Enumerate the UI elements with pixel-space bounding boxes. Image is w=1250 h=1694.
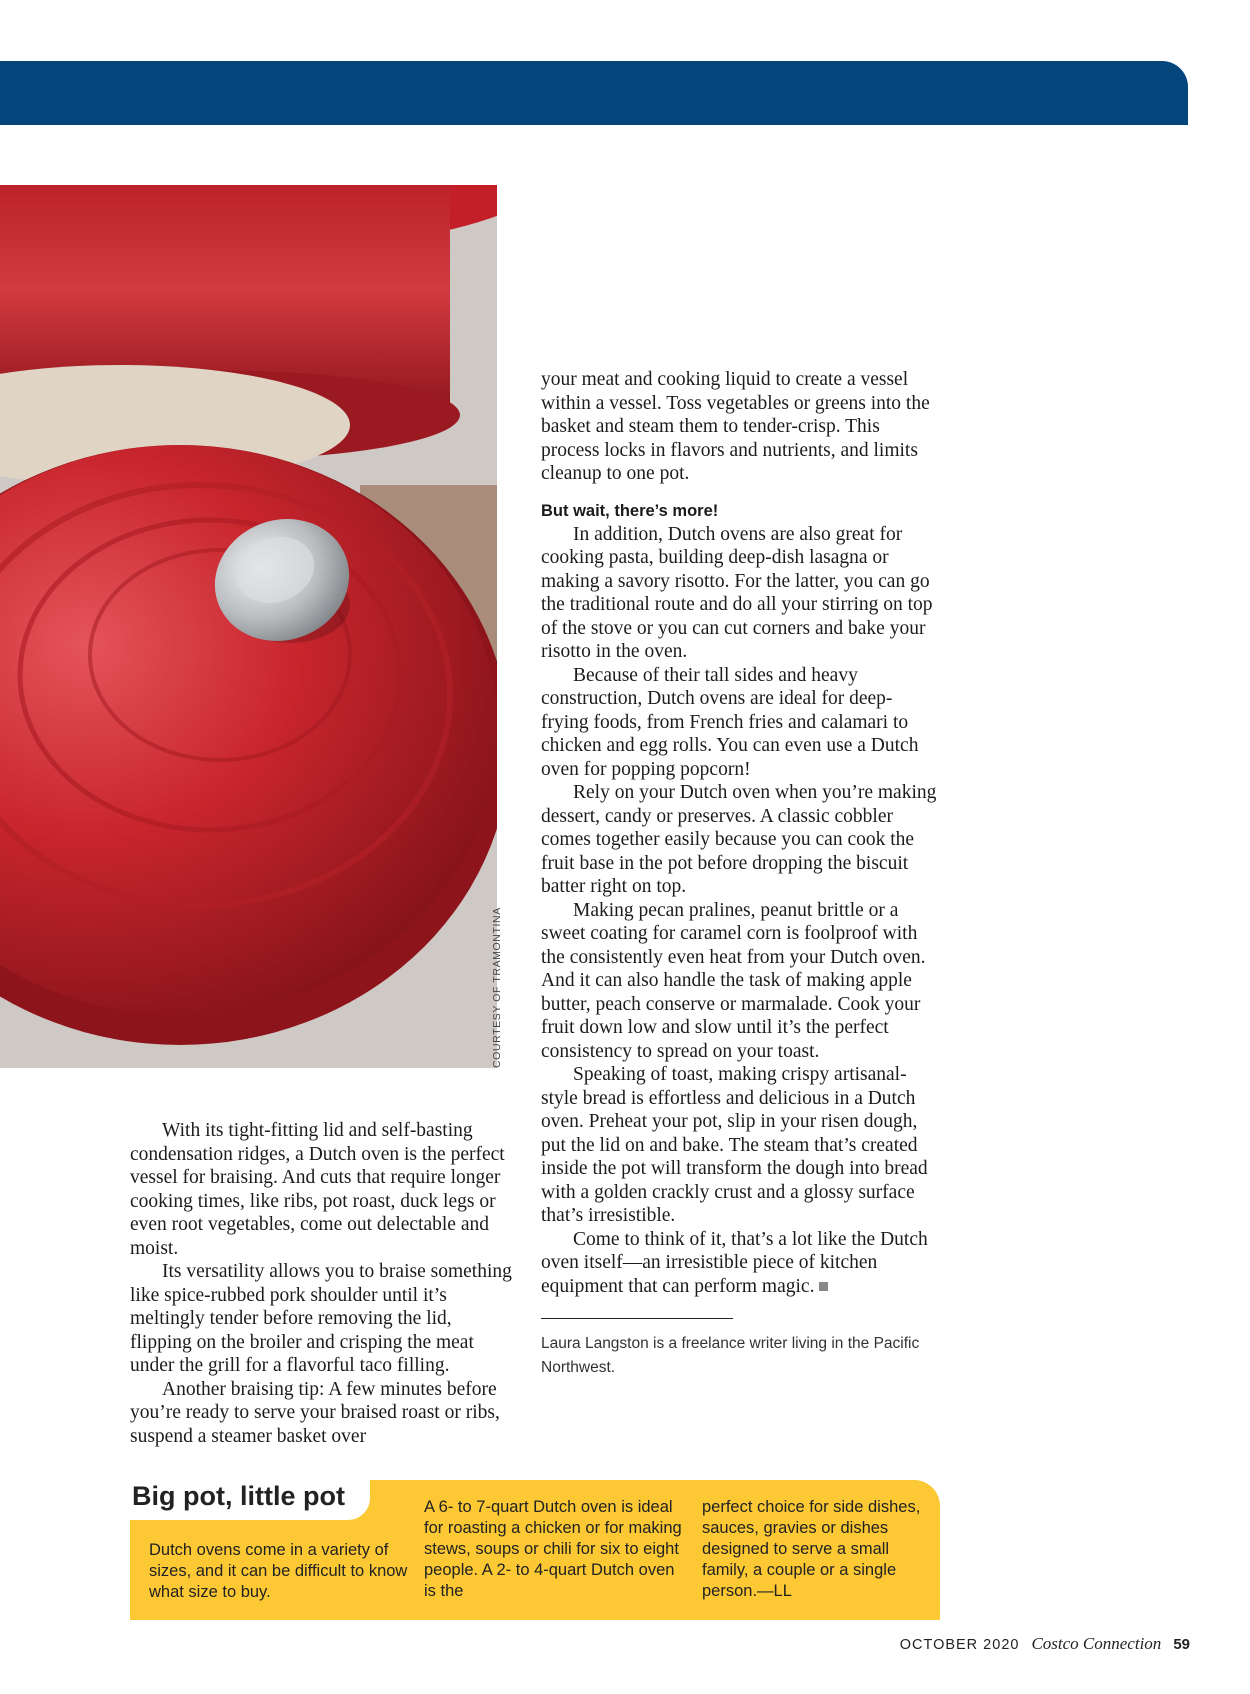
paragraph: In addition, Dutch ovens are also great for cooking pasta, building deep-dish lasagna or making a savory risotto. For the latter, you can go the traditional route and do all your stirring on top of the stove or you can cut corners and bake your risotto in the oven. xyxy=(541,523,933,662)
author-bio: Laura Langston is a freelance writer living in the Pacific Northwest. xyxy=(541,1335,920,1376)
paragraph: Making pecan pralines, peanut brittle or a sweet coating for caramel corn is foolproof with the consistently even heat from your Dutch oven. And it can also handle the task of making apple butter, peach conserve or marmalade. Cook your fruit down low and slow until it’s the perfect consistency to spread on your toast. xyxy=(541,899,926,1062)
paragraph: Rely on your Dutch oven when you’re making dessert, candy or preserves. A classic cobbler comes together easily because you can cook the fruit base in the pot before dropping the biscuit batter right on top. xyxy=(541,782,937,897)
bio-divider xyxy=(541,1318,733,1319)
paragraph: With its tight-fitting lid and self-basting condensation ridges, a Dutch oven is the perfect vessel for braising. And cuts that require longer cooking times, like ribs, pot roast, duck legs or even root vegetables, come out delectable and moist. xyxy=(130,1120,505,1259)
header-bar xyxy=(0,61,1188,125)
paragraph: Speaking of toast, making crispy artisanal-style bread is effortless and delicious in a Dutch oven. Preheat your pot, slip in your risen dough, put the lid on and bake. The steam that’s created inside the pot will transform the dough into bread with a golden crackly crust and a glossy surface that’s irresistible. xyxy=(541,1064,928,1226)
dutch-oven-photo xyxy=(0,185,497,1068)
paragraph-text: Come to think of it, that’s a lot like the Dutch oven itself—an irresistible piece of kitchen equipment that can perform magic. xyxy=(541,1228,928,1297)
article-column-right xyxy=(541,368,938,1380)
photo-credit: COURTESY OF TRAMONTINA xyxy=(491,907,503,1068)
sidebar-title: Big pot, little pot xyxy=(132,1481,345,1511)
page-number: 59 xyxy=(1173,1636,1190,1653)
paragraph: your meat and cooking liquid to create a vessel within a vessel. Toss vegetables or greens into the basket and steam them to tender-crisp. This process locks in flavors and nutrients, and limits cleanup to one pot. xyxy=(541,369,930,484)
page-footer xyxy=(900,1634,1190,1654)
subhead: But wait, there’s more! xyxy=(541,501,719,520)
final-paragraph xyxy=(541,1228,938,1299)
paragraph: Another braising tip: A few minutes before you’re ready to serve your braised roast or ribs, suspend a steamer basket over xyxy=(130,1378,500,1447)
dutch-oven-illustration xyxy=(0,185,497,1068)
end-mark-icon xyxy=(819,1282,828,1291)
magazine-name: Costco Connection xyxy=(1031,1634,1162,1653)
paragraph: Because of their tall sides and heavy construction, Dutch ovens are ideal for deep-frying foods, from French fries and calamari to chicken and egg rolls. You can even use a Dutch oven for popping popcorn! xyxy=(541,664,919,780)
sidebar-text-col1: Dutch ovens come in a variety of sizes, and it can be difficult to know what size to buy. xyxy=(149,1541,408,1601)
sidebar-text-col2: A 6- to 7-quart Dutch oven is ideal for roasting a chicken or for making stews, soups or chili for six to eight people. A 2- to 4-quart Dutch oven is the xyxy=(424,1498,682,1600)
sidebar-text-col3: perfect choice for side dishes, sauces, gravies or dishes designed to serve a small family, a couple or a single person.—LL xyxy=(702,1498,921,1600)
paragraph: Its versatility allows you to braise something like spice-rubbed pork shoulder until it’s meltingly tender before removing the lid, flipping on the broiler and crisping the meat under the grill for a flavorful taco filling. xyxy=(130,1261,512,1376)
article-column-left xyxy=(130,1119,515,1448)
issue-date: OCTOBER 2020 xyxy=(899,1637,1020,1653)
